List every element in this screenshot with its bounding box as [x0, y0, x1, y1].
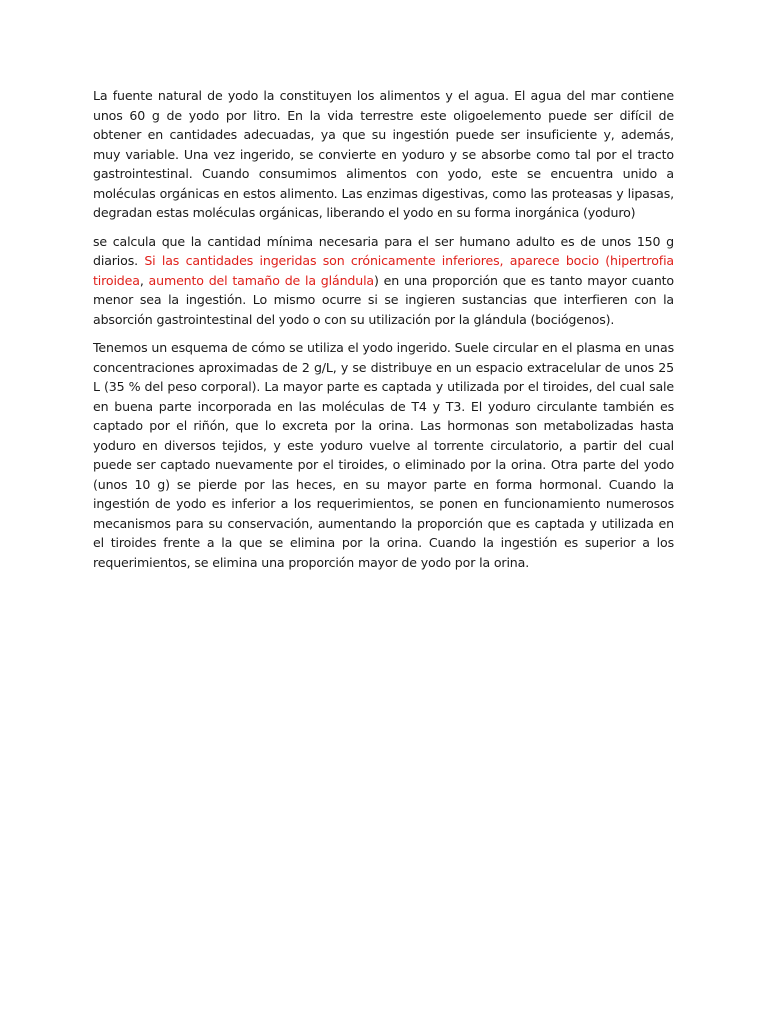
- highlighted-gland-size-text: aumento del tamaño de la glándula: [148, 272, 374, 288]
- paragraph-iodine-sources: La fuente natural de yodo la constituyen los alimentos y el agua. El agua del mar contiene unos 60 g de yodo por litro. En la vida terrestre este oligoelemento puede ser difícil de obtener en cantidades adecuadas, ya que su ingestión puede ser insuficiente y, además, muy variable. Una vez ingerido, se convierte en yoduro y se absorbe como tal por el tracto gastrointestinal. Cuando consumimos alimentos con yodo, este se encuentra unido a moléculas orgánicas en estos alimento. Las enzimas digestivas, como las proteasas y lipasas, degradan estas moléculas orgánicas, liberando el yodo en su forma inorgánica (yoduro): [93, 88, 674, 220]
- paragraph-2-text-3: ) en una proporción que es tanto mayor cuanto menor sea la ingestión. Lo mismo ocurre si se ingieren sustancias que interfieren con la absorción gastrointestinal del yodo o con su utilización por la glándula (bociógenos).: [93, 272, 674, 327]
- highlighted-goiter-text: Si las cantidades ingeridas son crónicamente inferiores, aparece bocio (hipertrofia tiroidea: [93, 253, 674, 288]
- paragraph-iodine-metabolism: Tenemos un esquema de cómo se utiliza el yodo ingerido. Suele circular en el plasma en unas concentraciones aproximadas de 2 g/L, y se distribuye en un espacio extracelular de unos 25 L (35 % del peso corporal). La mayor parte es captada y utilizada por el tiroides, del cual sale en buena parte incorporada en las moléculas de T4 y T3. El yoduro circulante también es captado por el riñón, que lo excreta por la orina. Las hormonas son metabolizadas hasta yoduro en diversos tejidos, y este yoduro vuelve al torrente circulatorio, a partir del cual puede ser captado nuevamente por el tiroides, o eliminado por la orina. Otra parte del yodo (unos 10 g) se pierde por las heces, en su mayor parte en forma hormonal. Cuando la ingestión de yodo es inferior a los requerimientos, se ponen en funcionamiento numerosos mecanismos para su conservación, aumentando la proporción que es captada y utilizada en el tiroides frente a la que se elimina por la orina. Cuando la ingestión es superior a los requerimientos, se elimina una proporción mayor de yodo por la orina.: [93, 340, 674, 570]
- paragraph-2-text-2: ,: [139, 272, 149, 288]
- paragraph-2-text-1: se calcula que la cantidad mínima necesaria para el ser humano adulto es de unos 150 g diarios.: [93, 233, 674, 268]
- document-body: [93, 86, 674, 581]
- paragraph-minimum-intake: [93, 232, 674, 330]
